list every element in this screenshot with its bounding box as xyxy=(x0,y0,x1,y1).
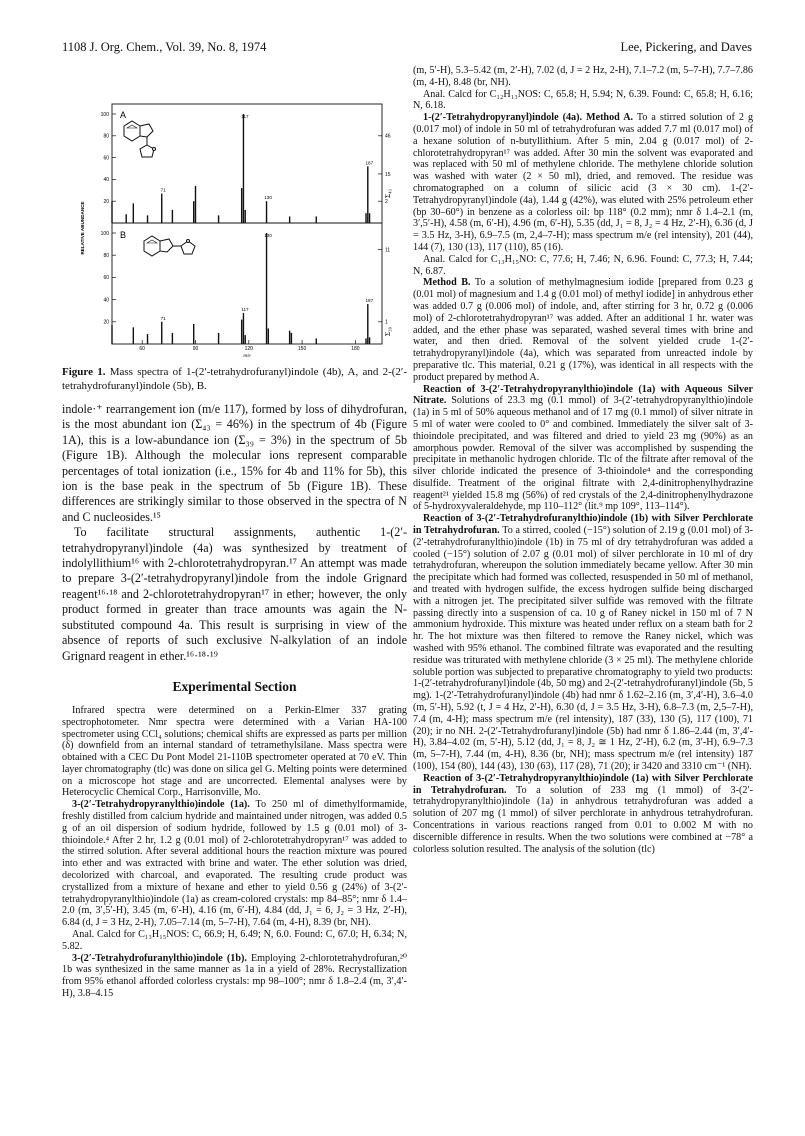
panel-b-ytick-label-1: 80 xyxy=(103,253,109,259)
panel-a-peak-label-1: 187 xyxy=(365,160,374,166)
xtick-label-1: 90 xyxy=(192,346,199,352)
panel-b-peak-label-2: 117 xyxy=(241,306,249,312)
panel-a-peak-label-0: 117 xyxy=(241,114,249,119)
panel-b-peak-label-0: 187 xyxy=(365,298,374,304)
running-authors: Lee, Pickering, and Daves xyxy=(620,40,752,54)
figure-caption-text: Mass spectra of 1-(2′-tetrahydrofuranyl)indole (4b), A, and 2-(2′-tetrahydrofuranyl)indole (5b), B. xyxy=(62,366,407,392)
synthesis-4a-method-a-text: To a stirred solution of 2 g (0.017 mol) of indole in 50 ml of tetrahydrofuran was added 7.7 ml (0.017 mol) of a hexane solution of n-butyllithium. After 5 min, 2.04 g (0.017 mol) of 2-chlorotetrahydropyran¹⁷ was added. After 30 min the solvent was evaporated and was replaced with 50 ml of methylene chloride. The methylene chloride solution was washed with water (2 × 50 ml), dried, and removed. The residue was chromatographed on a column of silicic acid (3 × 30 cm). 1-(2′-Tetrahydropyranyl)indole (4a), 1.44 g (42%), was eluted with 25% petroleum ether (bp 30–60°) in benzene as a colorless oil: bp 118° (0.2 mm); nmr δ 1.4–2.1 (m, 3′,5′-H), 4.58 (m, 6′-H), 4.96 (m, 6′-H), 5.35 (dd, J₁ = 8, J₂ = 4 Hz, 2′-H), 6.36 (d, J = 3.5 Hz, 3-H), 6.9–7.5 (m, 2,4–7-H); mass spectrum m/e (rel intensity), 201 (44), 144 (7), 130 (13), 117 (110), 85 (16). xyxy=(413,112,754,253)
synthesis-1b-paragraph xyxy=(62,953,407,1000)
panel-a-label: A xyxy=(120,110,127,120)
nmr-1b-continuation: (m, 5′-H), 5.3–5.42 (m, 2′-H), 7.02 (d, J = 2 Hz, 2-H), 7.1–7.2 (m, 5–7-H), 7.7–7.86 (m, 4-H), 8.48 (br, NH). xyxy=(413,65,753,88)
silver-perchlorate-1a-paragraph xyxy=(413,773,753,856)
synthesis-4a-method-a-paragraph xyxy=(413,112,753,254)
panel-a-sigma-label: Σ₄₃ xyxy=(384,189,392,198)
experimental-instruments-paragraph: Infrared spectra were determined on a Perkin-Elmer 337 grating spectrophotometer. Nmr spectra were determined with a Varian HA-100 spectrometer using CCl₄ solutions; chemical shifts are expressed as parts per million (δ) downfield from an internal standard of tetramethylsilane. Mass spectra were obtained with a CEC Du Pont Model 21-110B spectrometer operated at 70 eV. Thin layer chromatography (tlc) was done on silica gel G. Melting points were determined on a microscope hot stage and are uncorrected. Elemental analyses were by Heterocyclic Chemical Corp., Harrisonville, Mo. xyxy=(62,704,407,799)
panel-b-right-tick-label-1: 1 xyxy=(385,319,388,326)
silver-perchlorate-1b-text: To a stirred, cooled (−15°) solution of 2.19 g (0.01 mol) of 3-(2′-tetrahydrofuranylthio)indole (1b) in 75 ml of dry tetrahydrofuran was added a cooled (−15°) solution of 2.07 g (0.01 mol) of silver perchlorate in 10 ml of dry tetrahydrofuran, whereupon the solution immediately became yellow. After 30 min the precipitate which had formed was collected, resuspended in 50 ml of methanol, and treated with hydrogen sulfide, the excess hydrogen sulfide being discharged with a nitrogen jet. The precipitated silver sulfide was removed with the filtrate passing directly into a suspension of ca. 10 g of Raney nickel in 150 ml of 7 N ammonium hydroxide. This mixture was heated under reflux on a steam bath for 2 hr. The hot mixture was then filtered to remove the Raney nickel, which was washed with 95% ethanol. The combined filtrate was evaporated and the resulting residue was triturated with methylene chloride (3 × 25 ml). The methylene chloride soluble portion was subjected to preparative chromatography to yield two products: 1-(2′-tetrahydrofuranyl)indole (4b, 50 mg) and 2-(2′-tetrahydrofuranyl)indole (5b, 5 mg). 1-(2′-Tetrahydrofuranyl)indole (4b) had nmr δ 1.62–2.16 (m, 3′,4′-H), 3.6–4.0 (m, 5′-H), 5.92 (t, J = 4 Hz, 2′-H), 6.30 (d, J = 3.5 Hz, 3-H), 6.8–7.3 (m, 2,5–7-H), 7.4 (m, 4-H); mass spectrum m/e (rel intensity), 187 (33), 130 (5), 117 (100), 71 (20); ir no NH. 2-(2′-Tetrahydrofuranyl)indole (5b) had nmr δ 1.86–2.44 (m, 3′,4′-H), 3.84–4.02 (m, 5′-H), 5.12 (dd, J₁ = 8, J₂ ≅ 1 Hz, 2′-H), 6.2 (m, 3′-H), 6.9–7.3 (m, 5–7-H), 7.44 (m, 4-H), 8.36 (br, NH); mass spectrum m/e (rel intensity) 187 (100), 154 (80), 144 (43), 130 (63), 117 (28), 71 (20); ir 3420 and 3310 cm⁻¹ (NH). xyxy=(413,525,753,773)
body-paragraph-1: indole·⁺ rearrangement ion (m/e 117), formed by loss of dihydrofuran, is the most abundant ion (Σ₄₃ = 46%) in the spectrum of 4b (Figure 1A), this is a low-abundance ion (Σ₃₉ = 3%) in the spectrum of 5b (Figure 1B). Although the molecular ions represent comparable percentages of total ionization (i.e., 15% for 4b and 11% for 5b), this ion is the base peak in the spectrum of 5b (Figure 1B). These differences are strikingly similar to those observed in the spectra of N and C nucleosides.¹⁵ xyxy=(62,402,407,524)
silver-perchlorate-1b-paragraph xyxy=(413,513,753,773)
panel-a-peak-label-2: 71 xyxy=(160,187,166,193)
xtick-label-2: 120 xyxy=(244,346,253,352)
synthesis-1a-text: To 250 ml of dimethylformamide, freshly distilled from calcium hydride and maintained under nitrogen, was added 0.5 g of an oil dispersion of sodium hydride, followed by 1.5 g (0.01 mol) of 3-thioindole.⁴ After 2 hr, 1.2 g (0.01 mol) of 2-chlorotetrahydropyran¹⁷ was added to the stirred solution. After several additional hours the reaction mixture was poured into ether and was extracted with brine and water. The ether solution was dried, decolorized with charcoal, and evaporated. The resulting crude product was crystallized from a mixture of hexane and ether to yield 0.56 g (24%) of 3-(2′-tetrahydropyranylthio)indole (1a) as cream-colored crystals: mp 84–85°; nmr δ 1.4–2.0 (m, 3′,5′-H), 3.45 (m, 6′-H), 4.16 (m, 6′-H), 4.84 (dd, J₁ = 6, J₂ = 3 Hz, 2′-H), 6.84 (d, J = 3 Hz, 2-H), 7.05–7.14 (m, 5–7-H), 7.64 (m, 4-H), 8.39 (br, NH). xyxy=(62,799,407,929)
panel-a-ytick-label-2: 60 xyxy=(103,155,109,162)
xtick-label-4: 180 xyxy=(351,346,360,352)
panel-b-peak-label-1: 130 xyxy=(264,233,272,238)
figure-caption xyxy=(62,366,407,393)
xtick-label-0: 60 xyxy=(139,346,145,352)
mass-spectra-chart xyxy=(62,98,410,360)
synthesis-1b-title: 3-(2′-Tetrahydrofuranylthio)indole (1b). xyxy=(72,952,247,964)
panel-b-ytick-label-4: 20 xyxy=(103,319,109,326)
page-number-journal: 1108 J. Org. Chem., Vol. 39, No. 8, 1974 xyxy=(62,40,267,54)
structure-a-drawing xyxy=(124,121,156,157)
xtick-label-3: 150 xyxy=(297,346,307,352)
body-paragraph-2: To facilitate structural assignments, authentic 1-(2′-tetrahydropyranyl)indole (4a) was synthesized by treatment of indolyllithium¹⁶ with 2-chlorotetrahydropyran.¹⁷ An attempt was made to prepare 3-(2′-tetrahydropyranyl)indole from the indole Grignard reagent¹⁶·¹⁸ and 2-chlorotetrahydropyran¹⁷ in ether; however, the only product formed in greater than trace amounts was again the N-substituted compound 4a. This result is surprising in view of the absence of reports of such exclusive N-alkylation of an indole Grignard reagent in ether.¹⁶·¹⁸·¹⁹ xyxy=(62,525,407,663)
synthesis-1a-title: 3-(2′-Tetrahydropyranylthio)indole (1a). xyxy=(72,799,250,811)
analysis-4a-paragraph: Anal. Calcd for C₁₃H₁₅NO: C, 77.6; H, 7.46; N, 6.96. Found: C, 77.3; H, 7.44; N, 6.87. xyxy=(413,253,753,277)
y-axis-label: RELATIVE ABUNDANCE xyxy=(80,201,85,255)
silver-perchlorate-1a-title: Reaction of 3-(2′-Tetrahydropyranylthio)indole (1a) with Silver Perchlorate in Tetrahydrofuran. xyxy=(413,772,753,796)
panel-b-right-tick-label-0: 11 xyxy=(385,247,391,254)
page-header xyxy=(62,40,752,60)
silver-perchlorate-1b-title: Reaction of 3-(2′-Tetrahydrofuranylthio)indole (1b) with Silver Perchlorate in Tetrahydrofuran. xyxy=(413,513,753,537)
panel-a-ytick-label-3: 40 xyxy=(103,177,109,184)
panel-b-peak-label-3: 71 xyxy=(160,315,166,321)
synthesis-4a-method-b-text: To a solution of methylmagnesium iodide [prepared from 0.23 g (0.01 mol) of magnesium and 1.4 g (0.01 mol) of methyl iodide] in anhydrous ether was added 0.7 g (0.006 mol) of indole, and, after stirring for 3 hr, 0.72 g (0.006 mol) of 2-chlorotetrahydropyran¹⁷ was added. After an additional 1 hr. water was added, and the ether phase was separated, washed several times with brine and water, and then dried. Removal of the solvent yielded crude 1-(2′-tetrahydropyranyl)indole (4a), which was separated from unreacted indole by preparative tlc. This material, 0.21 g (17%), was identical in all respects with the product prepared by method A. xyxy=(413,277,754,383)
x-axis-label: m/e xyxy=(243,354,251,359)
left-column xyxy=(62,402,407,1000)
panel-a-ytick-label-4: 20 xyxy=(103,199,109,205)
panel-a-right-tick-label-1: 15 xyxy=(385,171,391,178)
analysis-1a-paragraph: Anal. Calcd for C₁₃H₁₅NOS: C, 66.9; H, 6.49; N, 6.0. Found: C, 67.0; H, 6.34; N, 5.82. xyxy=(62,929,407,952)
mass-spectra-figure xyxy=(62,98,410,360)
figure-caption-label: Figure 1. xyxy=(62,366,106,378)
silver-nitrate-reaction-text: Solutions of 23.3 mg (0.1 mmol) of 3-(2′-tetrahydropyranylthio)indole (1a) in 5 ml of 50% aqueous methanol and of 17 mg (0.1 mmol) of silver nitrate in 5 ml of water were cooled to 0° and combined. Immediately the silver salt of 3-thioindole precipitated, and was filtered and dried to yield 23 mg (90%) as an amorphous powder. Removal of the silver was accomplished by suspending the precipitate in methanolic hydrogen chloride. Tlc of the filtrate after removal of the silver chloride indicated the presence of 3-thioindole⁴ and the corresponding disulfide. Treatment of the original filtrate with 2,4-dinitrophenylhydrazine reagent²¹ yielded 15.8 mg (56%) of red crystals of the 2,4-dinitrophenylhydrazone of 5-hydroxyvaleraldehyde, mp 110–112° (lit.⁹ mp 109°, 113–114°). xyxy=(413,395,753,513)
panel-b-ytick-label-0: 100 xyxy=(100,230,109,237)
panel-b-label: B xyxy=(120,230,127,240)
panel-a-peak-label-3: 130 xyxy=(264,195,272,201)
panel-b-sigma-label: Σ₃₉ xyxy=(384,327,392,336)
experimental-section-heading: Experimental Section xyxy=(172,678,297,694)
silver-nitrate-reaction-title: Reaction of 3-(2′-Tetrahydropyranylthio)indole (1a) with Aqueous Silver Nitrate. xyxy=(413,383,753,407)
analysis-1b-paragraph: Anal. Calcd for C₁₂H₁₃NOS: C, 65.8; H, 5.94; N, 6.39. Found: C, 65.8; H, 6.16; N, 6.18. xyxy=(413,88,753,112)
synthesis-1a-paragraph xyxy=(62,799,407,929)
synthesis-1b-text: Employing 2-chlorotetrahydrofuran,²⁰ 1b was synthesized in the same manner as 1a in a yield of 28%. Recrystallization from 95% ethanol afforded colorless crystals: mp 98–100°; nmr δ 1.8–2.4 (m, 3′,4′-H), 3.8–4.15 xyxy=(62,952,407,1000)
silver-perchlorate-1a-text: To a solution of 233 mg (1 mmol) of 3-(2′-tetrahydropyranylthio)indole (1a) in anhydrous tetrahydrofuran was added a solution of 207 mg (1 mmol) of silver perchlorate in anhydrous tetrahydrofuran. Concentrations in various reactions ranged from 0.01 to 0.002 M with no discernible difference in results. When the two solutions were combined at −78° a colorless solution resulted. The analysis of the solution (tlc) xyxy=(413,784,753,855)
structure-b-drawing xyxy=(144,236,195,256)
panel-a-ytick-label-1: 80 xyxy=(103,133,109,140)
panel-a-right-tick-label-2: 2 xyxy=(385,199,388,205)
panel-b-ytick-label-2: 60 xyxy=(103,275,109,282)
synthesis-4a-method-a-title: 1-(2′-Tetrahydropyranyl)indole (4a). Method A. xyxy=(423,112,634,124)
panel-a-right-tick-label-0: 46 xyxy=(385,133,391,140)
panel-a-ytick-label-0: 100 xyxy=(100,111,109,118)
right-column xyxy=(413,65,753,855)
synthesis-4a-method-b-title: Method B. xyxy=(423,277,471,289)
silver-nitrate-reaction-paragraph xyxy=(413,384,753,514)
panel-b-ytick-label-3: 40 xyxy=(103,297,109,304)
synthesis-4a-method-b-paragraph xyxy=(413,277,753,383)
